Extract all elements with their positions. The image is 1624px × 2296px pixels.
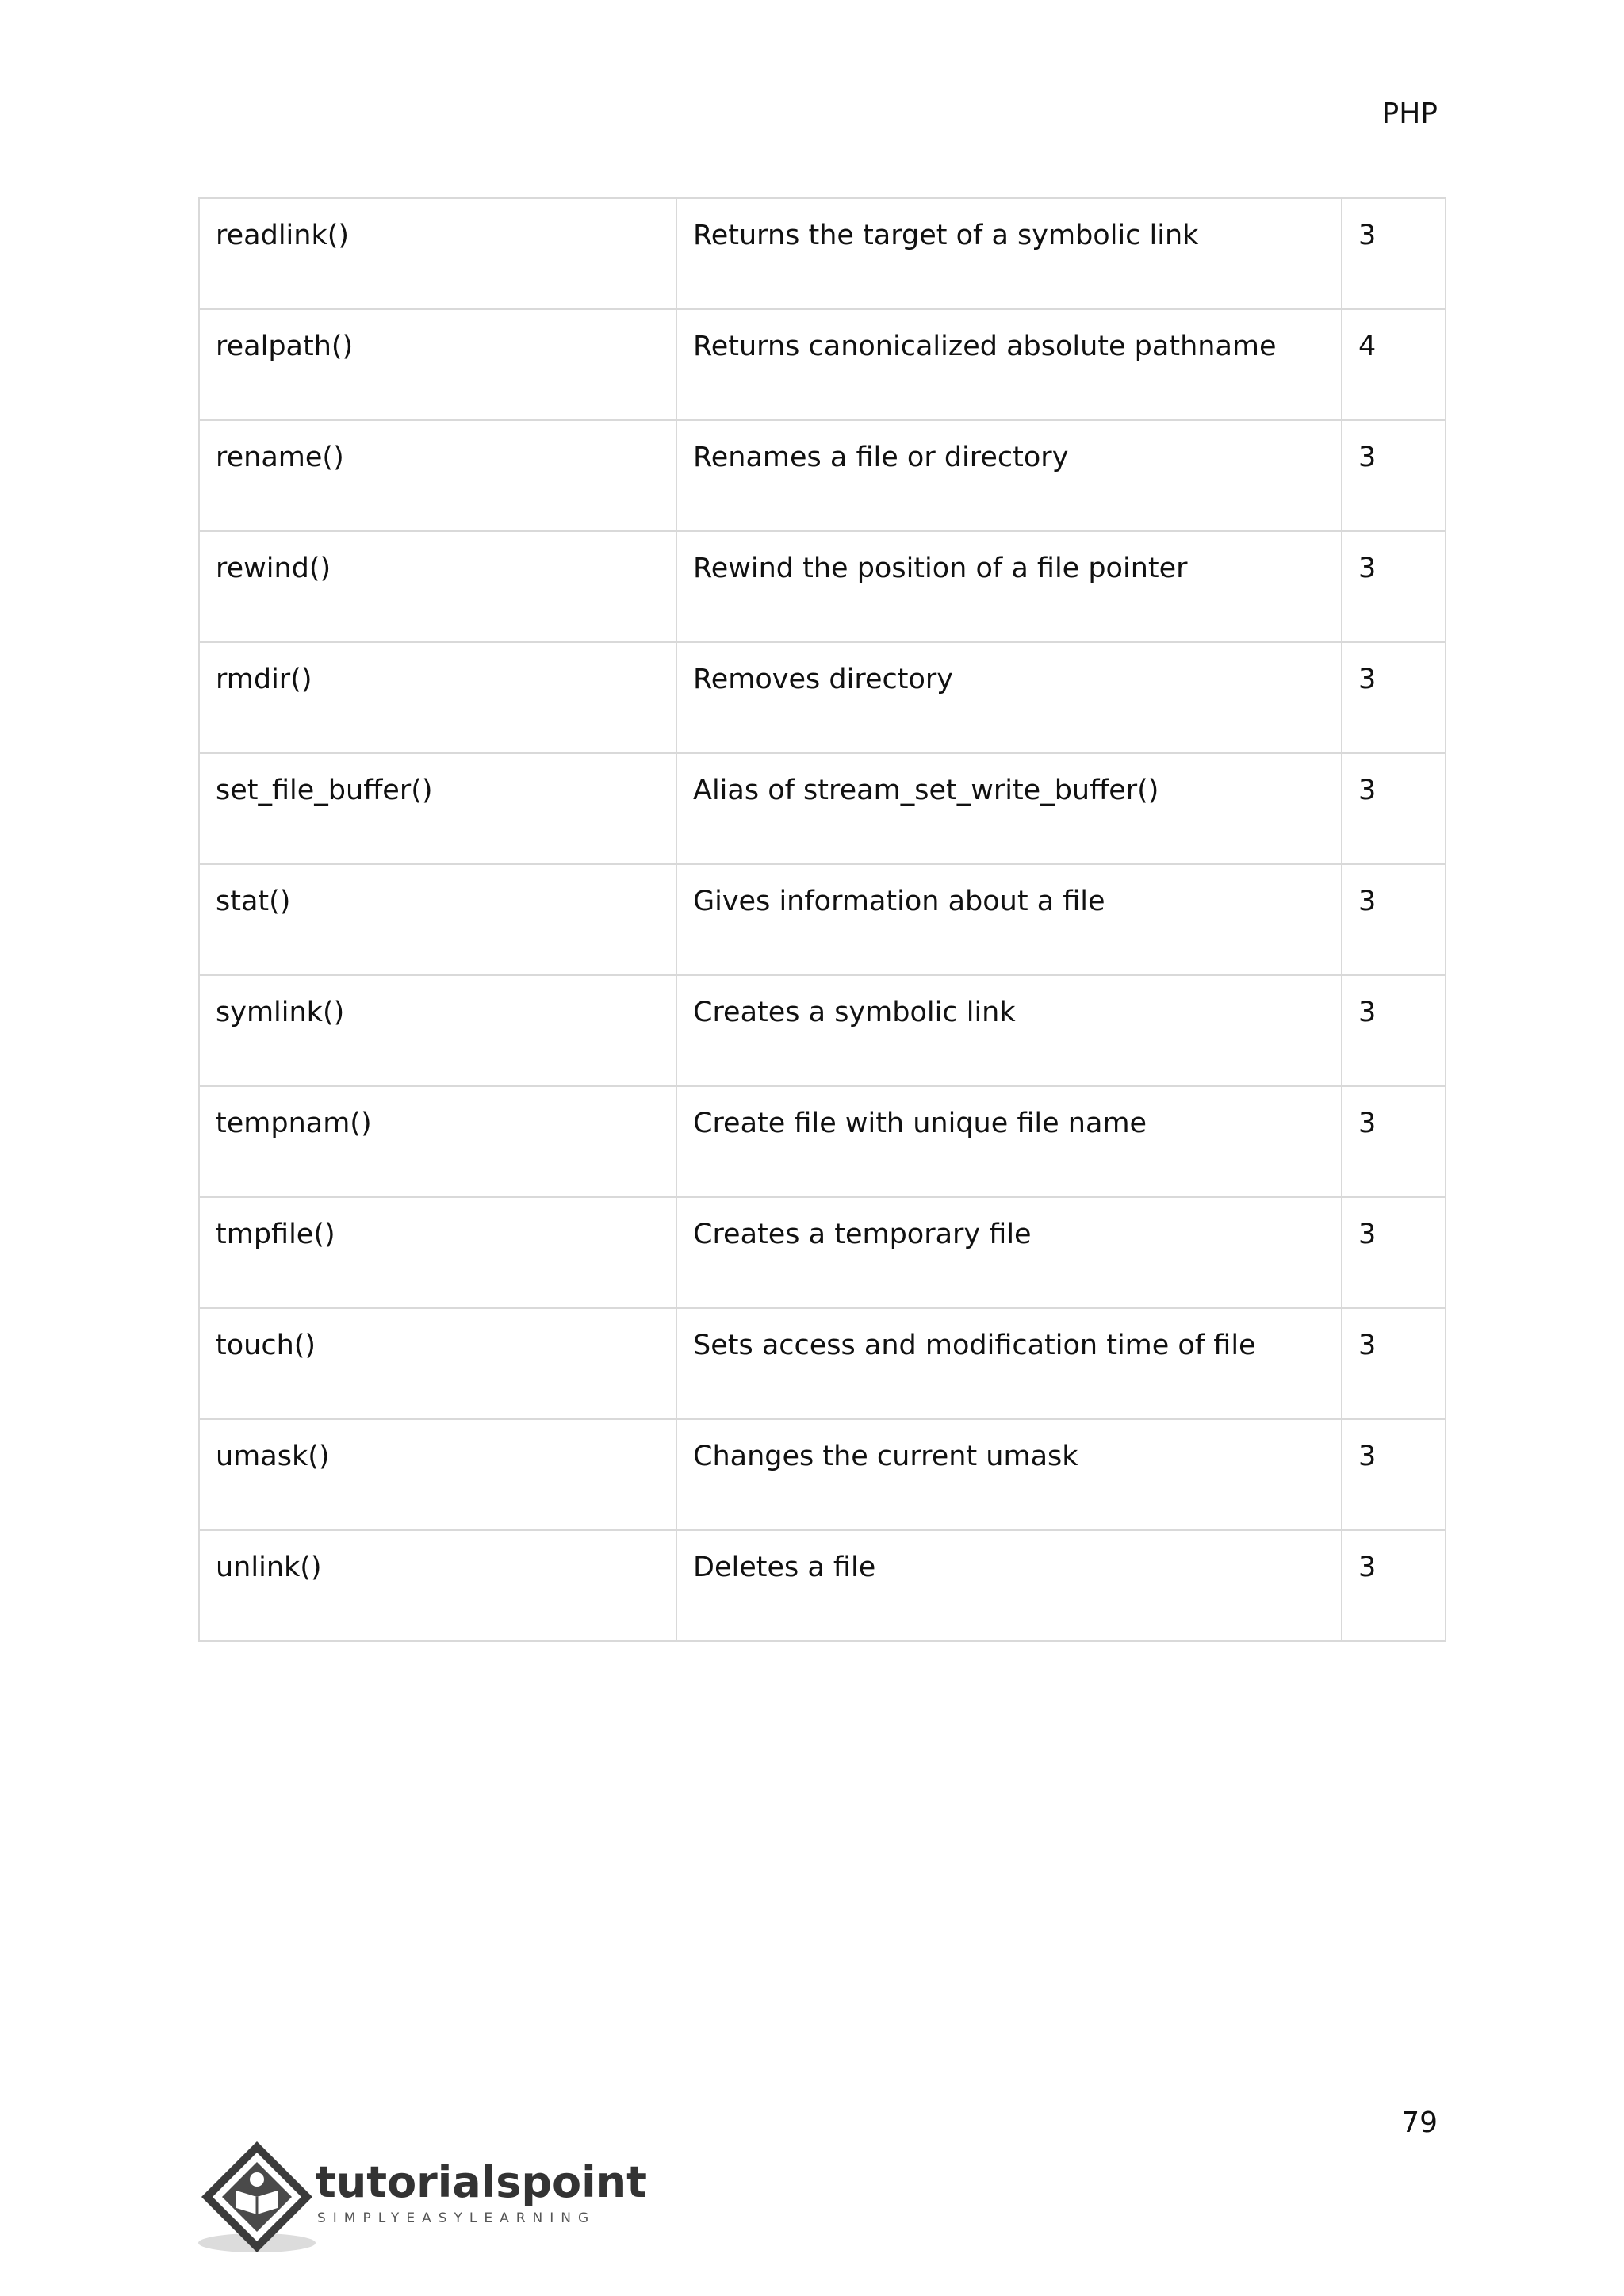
function-name-cell: unlink() [199, 1530, 676, 1641]
page-header-title: PHP [1381, 98, 1438, 130]
table-row [199, 1197, 1446, 1308]
function-name-cell: rewind() [199, 531, 676, 642]
table-row [199, 753, 1446, 864]
description-cell: Creates a symbolic link [676, 975, 1342, 1086]
description-cell: Removes directory [676, 642, 1342, 753]
version-cell: 3 [1342, 420, 1446, 531]
function-name-cell: tempnam() [199, 1086, 676, 1197]
version-cell: 3 [1342, 1086, 1446, 1197]
table-row [199, 1086, 1446, 1197]
table-row [199, 531, 1446, 642]
version-cell: 3 [1342, 1419, 1446, 1530]
logo-tagline: SIMPLYEASYLEARNING [317, 2210, 596, 2226]
description-cell: Returns the target of a symbolic link [676, 198, 1342, 309]
function-name-cell: readlink() [199, 198, 676, 309]
table-row [199, 1530, 1446, 1641]
function-name-cell: symlink() [199, 975, 676, 1086]
table-row [199, 1419, 1446, 1530]
description-cell: Create file with unique file name [676, 1086, 1342, 1197]
php-filesystem-functions-table [198, 197, 1446, 1642]
logo-wordmark: tutorialspoint [316, 2157, 647, 2207]
function-name-cell: realpath() [199, 309, 676, 420]
page-number: 79 [1401, 2107, 1438, 2139]
version-cell: 3 [1342, 642, 1446, 753]
description-cell: Gives information about a file [676, 864, 1342, 975]
function-name-cell: set_file_buffer() [199, 753, 676, 864]
tutorialspoint-logo [197, 2135, 647, 2256]
function-name-cell: rename() [199, 420, 676, 531]
version-cell: 3 [1342, 198, 1446, 309]
description-cell: Deletes a file [676, 1530, 1342, 1641]
version-cell: 3 [1342, 864, 1446, 975]
description-cell: Changes the current umask [676, 1419, 1342, 1530]
description-cell: Returns canonicalized absolute pathname [676, 309, 1342, 420]
description-cell: Renames a file or directory [676, 420, 1342, 531]
version-cell: 3 [1342, 753, 1446, 864]
function-name-cell: touch() [199, 1308, 676, 1419]
table-row [199, 642, 1446, 753]
description-cell: Rewind the position of a file pointer [676, 531, 1342, 642]
table-row [199, 198, 1446, 309]
function-name-cell: tmpfile() [199, 1197, 676, 1308]
function-name-cell: stat() [199, 864, 676, 975]
table-row [199, 864, 1446, 975]
version-cell: 3 [1342, 1308, 1446, 1419]
table-row [199, 309, 1446, 420]
table-row [199, 975, 1446, 1086]
function-name-cell: umask() [199, 1419, 676, 1530]
version-cell: 3 [1342, 531, 1446, 642]
table-row [199, 420, 1446, 531]
version-cell: 4 [1342, 309, 1446, 420]
version-cell: 3 [1342, 975, 1446, 1086]
description-cell: Sets access and modification time of file [676, 1308, 1342, 1419]
version-cell: 3 [1342, 1530, 1446, 1641]
version-cell: 3 [1342, 1197, 1446, 1308]
function-name-cell: rmdir() [199, 642, 676, 753]
description-cell: Creates a temporary file [676, 1197, 1342, 1308]
description-cell: Alias of stream_set_write_buffer() [676, 753, 1342, 864]
table-row [199, 1308, 1446, 1419]
